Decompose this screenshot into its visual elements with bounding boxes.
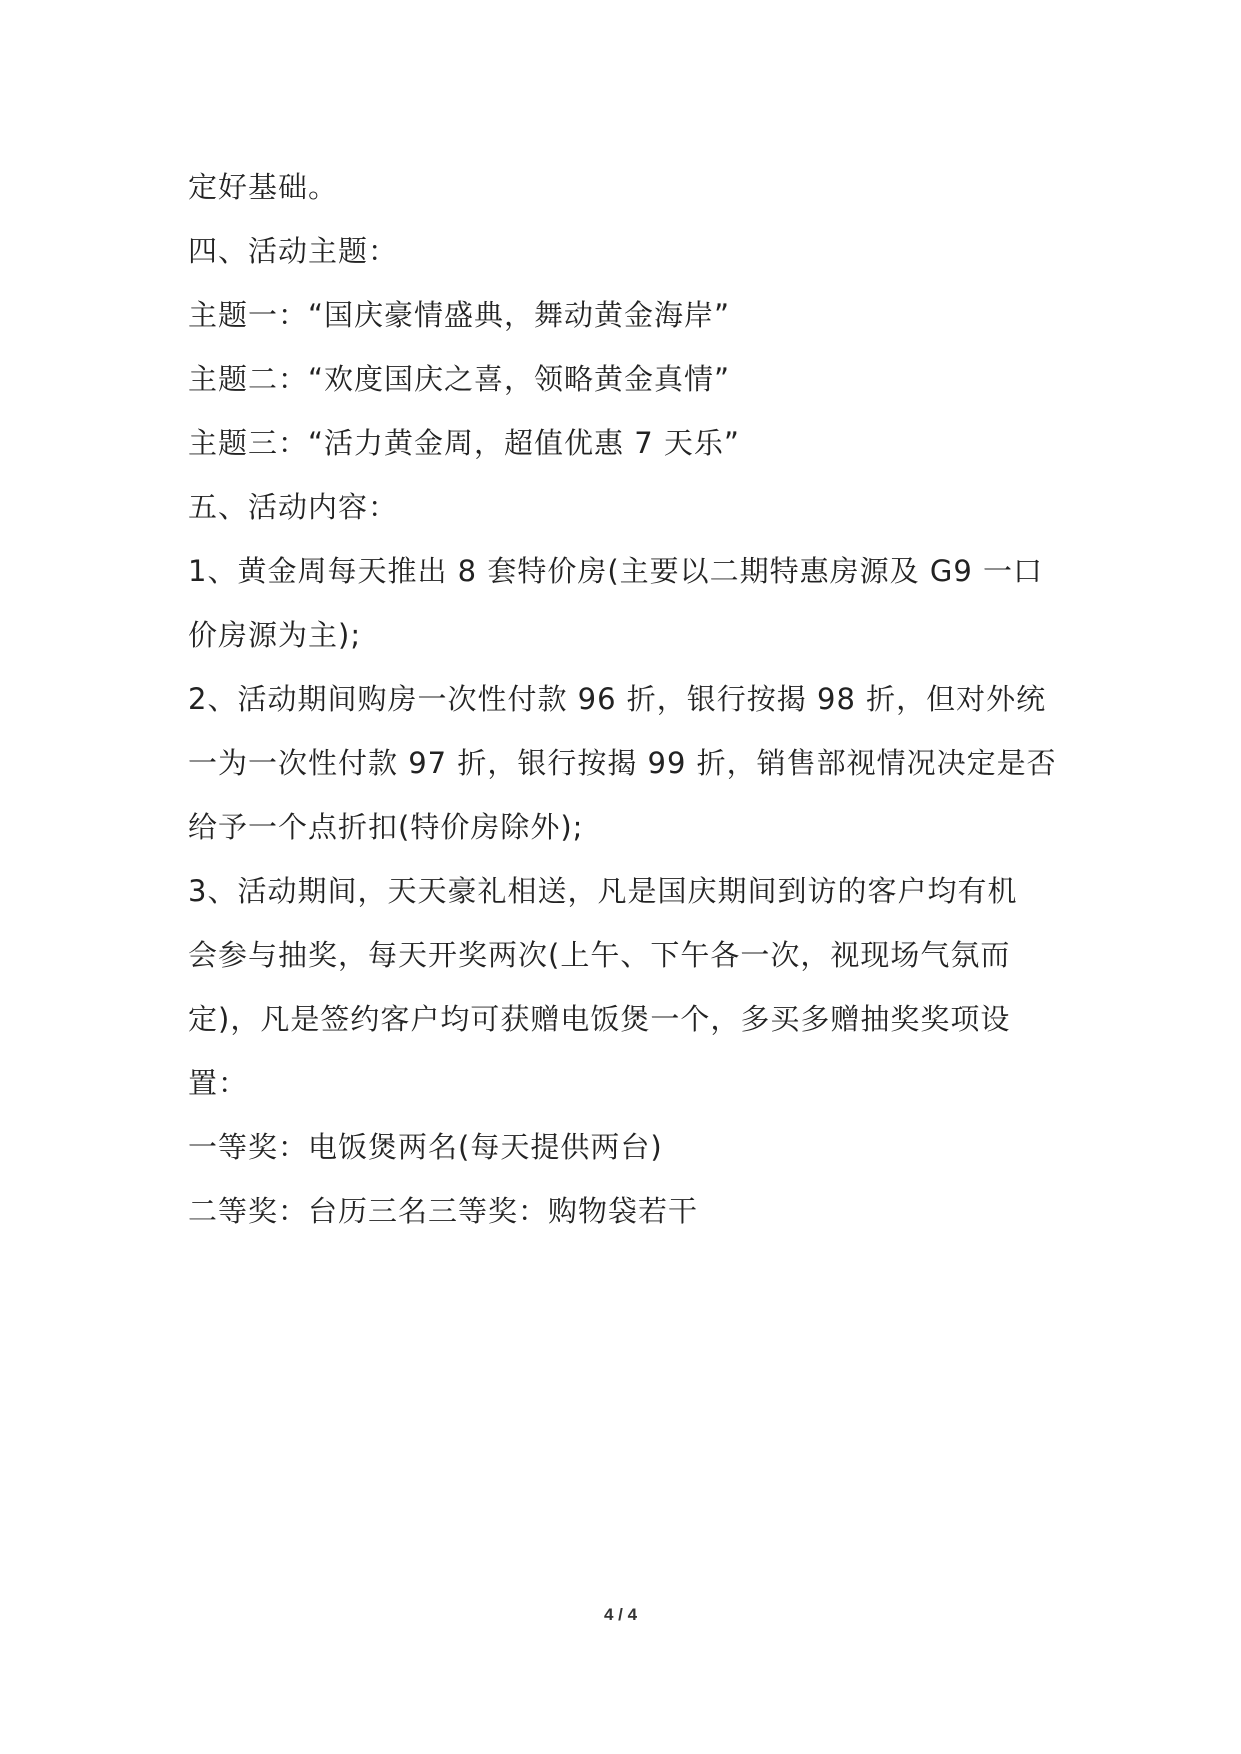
document-body <box>188 155 1058 1243</box>
text-line: 定好基础。 <box>188 170 339 204</box>
text-line: 置： <box>188 1066 249 1100</box>
section-heading-content: 五、活动内容： <box>188 490 399 524</box>
text-line: 给予一个点折扣(特价房除外); <box>188 810 584 844</box>
prize-first: 一等奖：电饭煲两名(每天提供两台) <box>188 1130 663 1164</box>
text-line: 定)，凡是签约客户均可获赠电饭煲一个，多买多赠抽奖奖项设 <box>188 1002 1011 1036</box>
prize-second-third: 二等奖：台历三名三等奖：购物袋若干 <box>188 1194 699 1228</box>
theme-three: 主题三：“活力黄金周，超值优惠 7 天乐” <box>188 426 740 460</box>
text-line: 会参与抽奖，每天开奖两次(上午、下午各一次，视现场气氛而 <box>188 938 1011 972</box>
text-line: 3、活动期间，天天豪礼相送，凡是国庆期间到访的客户均有机 <box>188 874 1018 908</box>
text-line: 1、黄金周每天推出 8 套特价房(主要以二期特惠房源及 G9 一口 <box>188 554 1044 588</box>
text-line: 价房源为主); <box>188 618 362 652</box>
theme-one: 主题一：“国庆豪情盛典，舞动黄金海岸” <box>188 298 731 332</box>
page-number: 4 / 4 <box>603 1605 638 1624</box>
text-line: 一为一次性付款 97 折，银行按揭 99 折，销售部视情况决定是否 <box>188 746 1057 780</box>
theme-two: 主题二：“欢度国庆之喜，领略黄金真情” <box>188 362 731 396</box>
section-heading-theme: 四、活动主题： <box>188 234 399 268</box>
text-line: 2、活动期间购房一次性付款 96 折，银行按揭 98 折，但对外统 <box>188 682 1047 716</box>
